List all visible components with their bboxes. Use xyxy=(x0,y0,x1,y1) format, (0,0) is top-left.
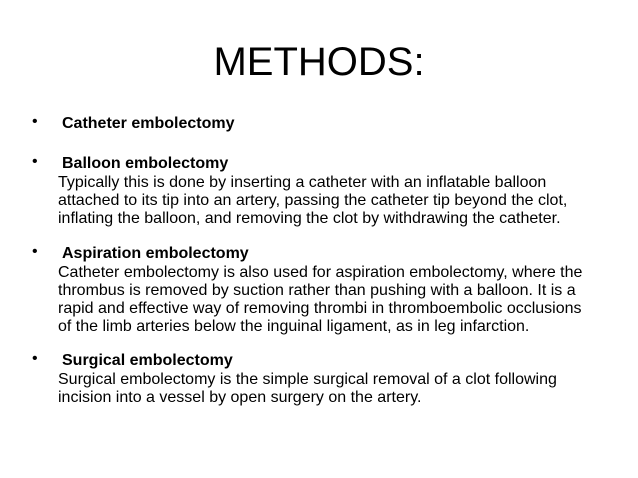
item-heading-catheter: Catheter embolectomy xyxy=(62,115,235,132)
item-description-aspiration: Catheter embolectomy is also used for aspiration embolectomy, where the thrombus is removed by suction rather than pushing with a balloon. It is a rapid and effective way of removing thrombi in thromboembolic occlusions of the limb arteries below the inguinal ligament, as in leg infarction. xyxy=(58,264,583,335)
item-heading-aspiration: Aspiration embolectomy xyxy=(62,245,249,262)
bullet-glyph: • xyxy=(32,113,38,130)
slide-title: METHODS: xyxy=(213,40,425,84)
item-heading-balloon: Balloon embolectomy xyxy=(62,155,229,172)
item-heading-surgical: Surgical embolectomy xyxy=(62,352,233,369)
item-description-balloon: Typically this is done by inserting a catheter with an inflatable balloon attached to its tip into an artery, passing the catheter tip beyond the clot, inflating the balloon, and removing the clot by withdrawing the catheter. xyxy=(58,174,568,227)
bullet-glyph: • xyxy=(32,243,38,260)
item-description-surgical: Surgical embolectomy is the simple surgical removal of a clot following incision into a vessel by open surgery on the artery. xyxy=(58,371,557,406)
bullet-glyph: • xyxy=(32,153,38,170)
bullet-glyph: • xyxy=(32,350,38,367)
